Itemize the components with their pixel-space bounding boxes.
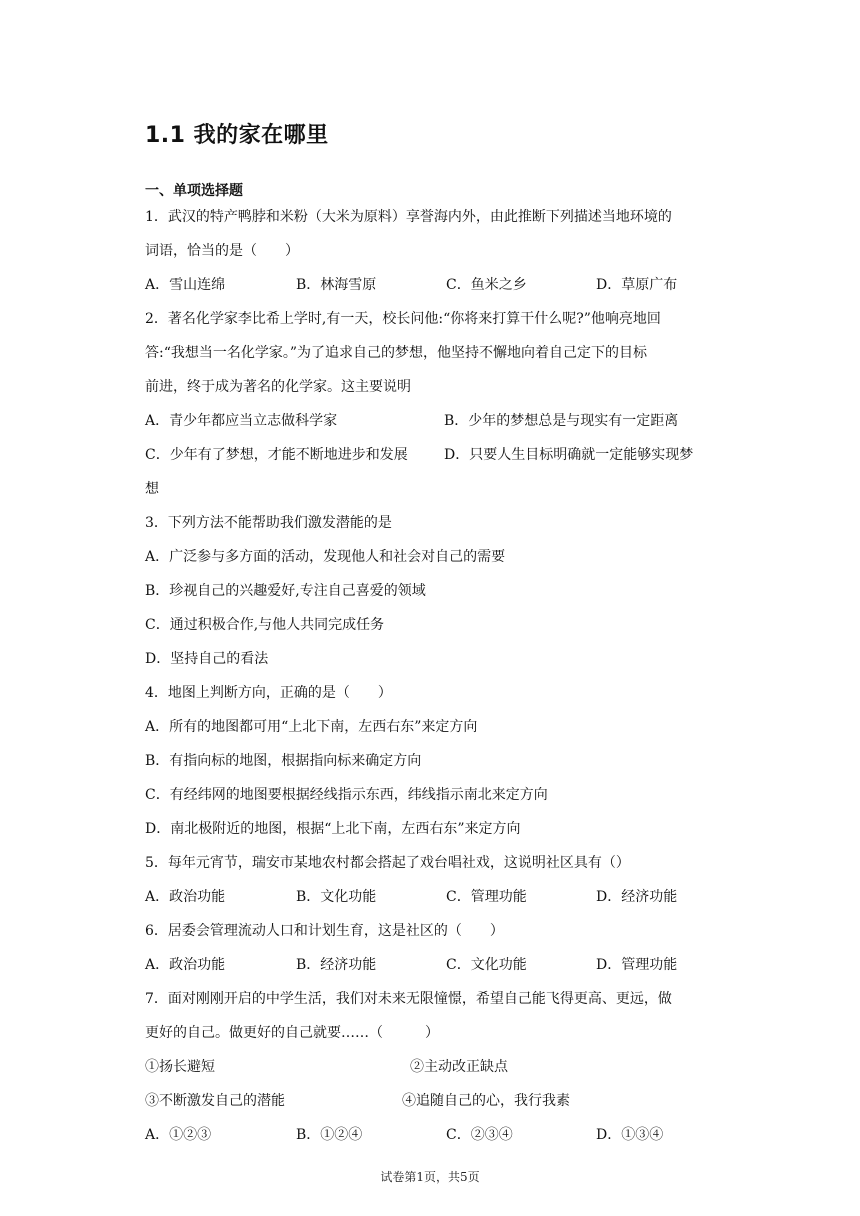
q6-stem: 6．居委会管理流动人口和计划生育，这是社区的（ ） — [145, 923, 504, 939]
q2-option-a: A．青少年都应当立志做科学家 — [145, 413, 338, 429]
q1-option-b: B．林海雪原 — [296, 277, 377, 293]
q3-stem: 3．下列方法不能帮助我们激发潜能的是 — [145, 515, 392, 531]
q6-option-b: B．经济功能 — [296, 957, 377, 973]
q2-option-c: C．少年有了梦想，才能不断地进步和发展 — [145, 447, 408, 463]
q6-option-a: A．政治功能 — [145, 957, 226, 973]
q1-stem-line1: 1．武汉的特产鸭脖和米粉（大米为原料）享誉海内外，由此推断下列描述当地环境的 — [145, 209, 672, 225]
q7-option-b: B．①②④ — [296, 1127, 363, 1143]
q2-stem-line3: 前进，终于成为著名的化学家。这主要说明 — [145, 379, 411, 395]
section-heading: 一、单项选择题 — [145, 183, 243, 199]
q2-option-d-wrap: 想 — [145, 481, 159, 497]
q6-option-d: D．管理功能 — [596, 957, 678, 973]
q4-stem: 4．地图上判断方向，正确的是（ ） — [145, 685, 392, 701]
q7-stem-line1: 7．面对刚刚开启的中学生活，我们对未来无限憧憬，希望自己能飞得更高、更远，做 — [145, 991, 672, 1007]
q7-option-d: D．①③④ — [596, 1127, 664, 1143]
q5-option-b: B．文化功能 — [296, 889, 377, 905]
q5-option-a: A．政治功能 — [145, 889, 226, 905]
q4-option-d: D．南北极附近的地图，根据“上北下南，左西右东”来定方向 — [145, 821, 521, 837]
q2-stem-line1: 2．著名化学家李比希上学时,有一天，校长问他:“你将来打算干什么呢?”他响亮地回 — [145, 311, 661, 327]
q7-item-2: ②主动改正缺点 — [410, 1059, 508, 1075]
q7-item-3: ③不断激发自己的潜能 — [145, 1093, 285, 1109]
q7-option-c: C．②③④ — [446, 1127, 513, 1143]
q2-stem-line2: 答:“我想当一名化学家。”为了追求自己的梦想，他坚持不懈地向着自己定下的目标 — [145, 345, 648, 361]
q7-item-1: ①扬长避短 — [145, 1059, 215, 1075]
q5-option-c: C．管理功能 — [446, 889, 527, 905]
q5-option-d: D．经济功能 — [596, 889, 678, 905]
q1-option-c: C．鱼米之乡 — [446, 277, 527, 293]
q3-option-c: C．通过积极合作,与他人共同完成任务 — [145, 617, 385, 633]
q4-option-a: A．所有的地图都可用“上北下南，左西右东”来定方向 — [145, 719, 478, 735]
q1-stem-line2: 词语，恰当的是（ ） — [145, 243, 299, 259]
q7-option-a: A．①②③ — [145, 1127, 212, 1143]
q3-option-a: A．广泛参与多方面的活动，发现他人和社会对自己的需要 — [145, 549, 506, 565]
q7-item-4: ④追随自己的心，我行我素 — [402, 1093, 570, 1109]
q1-option-d: D．草原广布 — [596, 277, 678, 293]
q7-stem-line2: 更好的自己。做更好的自己就要……（ ） — [145, 1025, 439, 1041]
q2-option-d: D．只要人生目标明确就一定能够实现梦 — [444, 447, 694, 463]
q1-option-a: A．雪山连绵 — [145, 277, 226, 293]
q4-option-b: B．有指向标的地图，根据指向标来确定方向 — [145, 753, 422, 769]
q5-stem: 5．每年元宵节，瑞安市某地农村都会搭起了戏台唱社戏，这说明社区具有（） — [145, 855, 630, 871]
q6-option-c: C．文化功能 — [446, 957, 527, 973]
q3-option-d: D．坚持自己的看法 — [145, 651, 269, 667]
q3-option-b: B．珍视自己的兴趣爱好,专注自己喜爱的领域 — [145, 583, 426, 599]
page-footer: 试卷第1页，共5页 — [380, 1170, 480, 1184]
q4-option-c: C．有经纬网的地图要根据经线指示东西，纬线指示南北来定方向 — [145, 787, 548, 803]
q2-option-b: B．少年的梦想总是与现实有一定距离 — [444, 413, 679, 429]
page-title: 1.1 我的家在哪里 — [145, 123, 329, 148]
